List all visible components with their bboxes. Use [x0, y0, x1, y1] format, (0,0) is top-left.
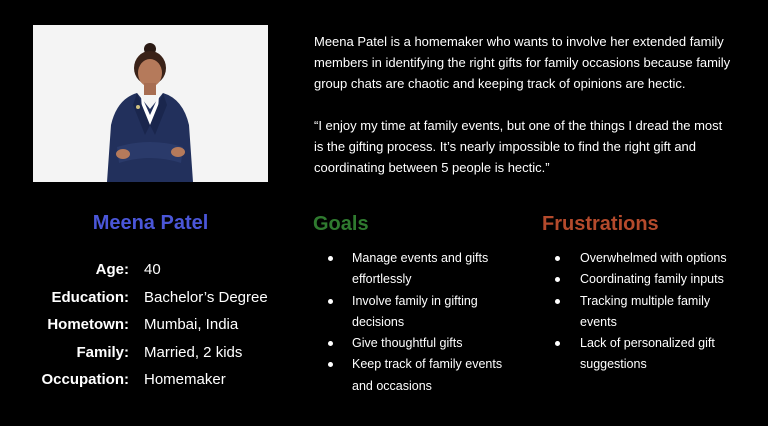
bullet-icon: [328, 256, 333, 261]
bullet-icon: [328, 341, 333, 346]
frustrations-list: [580, 248, 750, 376]
detail-label: Education:: [51, 288, 129, 306]
frustration-text: Coordinating family inputs: [580, 272, 724, 287]
persona-details: [20, 256, 300, 394]
frustration-text: Tracking multiple family events: [580, 293, 711, 329]
detail-row-education: [20, 284, 300, 312]
persona-quote: “I enjoy my time at family events, but one of the things I dread the most is the gifting process. It’s nearly impossible to find the right gift and coordinating between 5 people is hectic.”: [314, 118, 723, 175]
bullet-icon: [555, 277, 560, 282]
frustration-text: Overwhelmed with options: [580, 251, 727, 265]
detail-label: Occupation:: [41, 371, 129, 389]
list-item: [352, 248, 512, 291]
detail-value: Bachelor’s Degree: [144, 288, 268, 306]
frustration-text: Lack of personalized gift suggestions: [580, 336, 715, 372]
persona-name: Meena Patel: [92, 212, 209, 234]
detail-row-age: [20, 256, 300, 284]
detail-row-family: [20, 339, 300, 367]
portrait-image: [33, 25, 268, 182]
goal-text: Involve family in gifting decisions: [352, 293, 478, 329]
bullet-icon: [328, 362, 333, 367]
persona-bio: [314, 31, 734, 178]
goal-text: Manage events and gifts effortlessly: [352, 251, 489, 287]
detail-value: Mumbai, India: [144, 316, 239, 334]
bio-text: Meena Patel is a homemaker who wants to involve her extended family members in identifying the right gifts for family occasions because family group chats are chaotic and keeping track of opinions are hectic.: [314, 34, 731, 91]
list-item: [580, 333, 750, 376]
detail-label: Age:: [95, 261, 129, 279]
detail-row-hometown: [20, 311, 300, 339]
detail-label: Hometown:: [47, 316, 129, 334]
goal-text: Keep track of family events and occasions: [352, 357, 503, 393]
detail-row-occupation: [20, 366, 300, 394]
list-item: [352, 291, 512, 334]
detail-value: Homemaker: [144, 371, 226, 389]
list-item: [352, 354, 512, 397]
bullet-icon: [555, 299, 560, 304]
list-item: [580, 248, 750, 269]
bullet-icon: [328, 299, 333, 304]
frustrations-heading: Frustrations: [542, 213, 659, 235]
list-item: [580, 291, 750, 334]
persona-photo: [33, 25, 268, 182]
detail-value: Married, 2 kids: [144, 343, 243, 361]
bullet-icon: [555, 341, 560, 346]
goals-heading: Goals: [313, 213, 369, 235]
list-item: [580, 269, 750, 290]
list-item: [352, 333, 512, 354]
goals-list: [352, 248, 512, 397]
detail-label: Family:: [76, 343, 129, 361]
bullet-icon: [555, 256, 560, 261]
detail-value: 40: [144, 261, 161, 279]
goal-text: Give thoughtful gifts: [352, 336, 463, 351]
